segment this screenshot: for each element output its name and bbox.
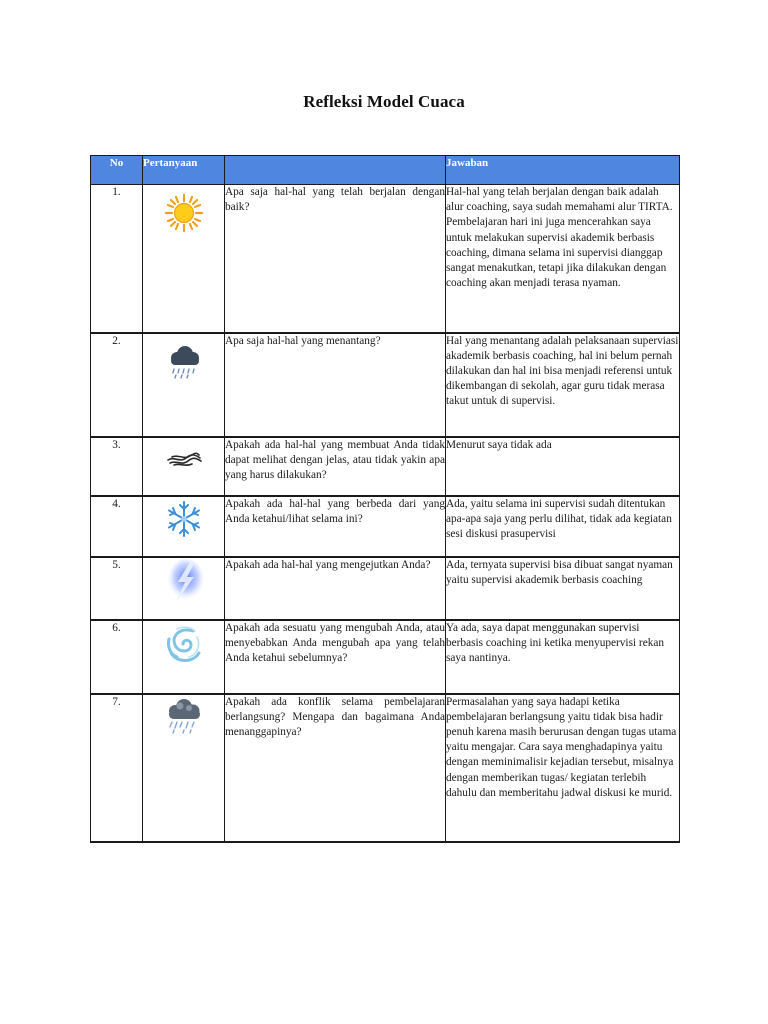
sun-icon [164, 193, 204, 233]
question-text: Apa saja hal-hal yang menantang? [225, 333, 446, 437]
fog-icon [164, 440, 204, 480]
table-row [91, 185, 680, 333]
table-row [91, 694, 680, 842]
table-header-row [91, 156, 680, 185]
row-number: 7. [91, 694, 143, 842]
header-question-blank [225, 156, 446, 185]
header-question: Pertanyaan [143, 156, 225, 185]
snowflake-icon [164, 499, 204, 539]
question-text: Apakah ada hal-hal yang mengejutkan Anda? [225, 557, 446, 620]
table-row [91, 557, 680, 620]
row-number: 4. [91, 496, 143, 557]
table-row [91, 496, 680, 557]
answer-text: Hal-hal yang telah berjalan dengan baik adalah alur coaching, saya sudah memahami alur TIRTA. Pembelajaran hari ini juga mencerahkan saya untuk melakukan supervisi akademik berbasis coaching, dimana selama ini supervisi dianggap sangat menakutkan, tetapi jika dilakukan dengan coaching akan menjadi terasa nyaman. [446, 185, 680, 333]
header-answer: Jawaban [446, 156, 680, 185]
storm-cloud-icon [162, 697, 206, 737]
question-text: Apakah ada hal-hal yang berbeda dari yang Anda ketahui/lihat selama ini? [225, 496, 446, 557]
page-title: Refleksi Model Cuaca [303, 92, 465, 111]
row-number: 5. [91, 557, 143, 620]
table-row [91, 437, 680, 496]
answer-text: Menurut saya tidak ada [446, 437, 680, 496]
row-number: 6. [91, 620, 143, 694]
lightning-icon [162, 558, 206, 606]
reflection-table [90, 155, 680, 843]
question-text: Apa saja hal-hal yang telah berjalan dengan baik? [225, 185, 446, 333]
rain-cloud-icon [164, 342, 204, 382]
wind-swirl-icon [163, 623, 205, 669]
table-row [91, 333, 680, 437]
answer-text: Permasalahan yang saya hadapi ketika pembelajaran berlangsung yaitu tidak bisa hadir penuh karena masih berurusan dengan tugas utama yaitu mengajar. Cara saya menghadapinya yaitu dengan meminimalisir kejadian tersebut, misalnya dengan memberikan tugas/ kegiatan terlebih dahulu dan memberitahu jadwal diskusi ke murid. [446, 694, 680, 842]
row-number: 2. [91, 333, 143, 437]
question-text: Apakah ada konflik selama pembelajaran berlangsung? Mengapa dan bagaimana Anda menanggapinya? [225, 694, 446, 842]
header-no: No [91, 156, 143, 185]
answer-text: Ada, ternyata supervisi bisa dibuat sangat nyaman yaitu supervisi akademik berbasis coaching [446, 557, 680, 620]
row-number: 3. [91, 437, 143, 496]
table-row [91, 620, 680, 694]
answer-text: Ya ada, saya dapat menggunakan supervisi berbasis coaching ini ketika menyupervisi rekan saya nantinya. [446, 620, 680, 694]
row-number: 1. [91, 185, 143, 333]
answer-text: Hal yang menantang adalah pelaksanaan superviasi akademik berbasis coaching, hal ini belum pernah dilakukan dan hal ini bisa menjadi referensi untuk dikembangan di sekolah, agar guru tidak merasa takut untuk di supervisi. [446, 333, 680, 437]
answer-text: Ada, yaitu selama ini supervisi sudah ditentukan apa-apa saja yang perlu dilihat, tidak ada kegiatan sesi diskusi prasupervisi [446, 496, 680, 557]
question-text: Apakah ada sesuatu yang mengubah Anda, atau menyebabkan Anda mengubah apa yang telah Anda ketahui sebelumnya? [225, 620, 446, 694]
question-text: Apakah ada hal-hal yang membuat Anda tidak dapat melihat dengan jelas, atau tidak yakin apa yang harus dilakukan? [225, 437, 446, 496]
